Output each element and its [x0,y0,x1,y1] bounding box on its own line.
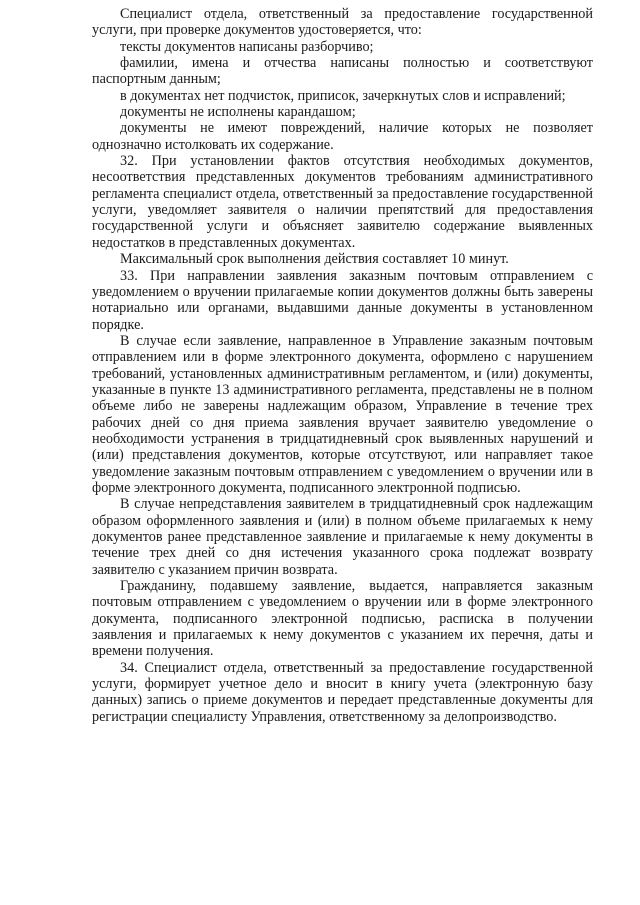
paragraph-max-time: Максимальный срок выполнения действия составляет 10 минут. [120,251,509,268]
paragraph-notification: В случае если заявление, направленное в Управление заказным почтовым отправлением или в форме электронного документа, оформлено с нарушением требований, установленных административным регламентом, и (или) документы, указанные в пункте 13 административного регламента, представлены не в полном объеме либо не заверены надлежащим образом, Управление в течение трех рабочих дней со дня приема заявления вручает заявителю уведомление о необходимости устранения в тридцатидневный срок выявленных нарушений и (или) представления документов, которые отсутствуют, или направляет такое уведомление заказным почтовым отправлением с уведомлением о вручении или в форме электронного документа, подписанного электронной подписью. [92,332,593,496]
paragraph-verification-intro: Специалист отдела, ответственный за предоставление государственной услуги, при проверке документов удостоверяется, что: [92,6,593,39]
paragraph-full-names: фамилии, имена и отчества написаны полностью и соответствуют паспортным данным; [92,55,593,88]
paragraph-return: В случае непредставления заявителем в тридцатидневный срок надлежащим образом оформленного заявления и (или) в полном объеме прилагаемых к нему документов ранее представленное заявление и прилагаемые к нему документы в течение трех дней со дня истечения указанного срока подлежат возврату заявителю с указанием причин возврата. [92,496,593,578]
paragraph-item-34: 34. Специалист отдела, ответственный за предоставление государственной услуги, формирует учетное дело и вносит в книгу учета (электронную базу данных) запись о приеме документов и передает представленные документы для регистрации специалисту Управления, ответственному за делопроизводство. [92,659,593,725]
paragraph-receipt: Гражданину, подавшему заявление, выдается, направляется заказным почтовым отправлением с уведомлением о вручении или в форме электронного документа, подписанного электронной подписью, расписка в получении заявления и прилагаемых к нему документов с указанием их перечня, даты и времени получения. [92,578,593,660]
paragraph-no-damage: документы не имеют повреждений, наличие которых не позволяет однозначно истолковать их содержание. [92,120,593,153]
paragraph-no-erasures: в документах нет подчисток, приписок, зачеркнутых слов и исправлений; [120,87,566,104]
paragraph-no-pencil: документы не исполнены карандашом; [120,104,356,121]
paragraph-item-32: 32. При установлении фактов отсутствия необходимых документов, несоответствия представленных документов требованиям административного регламента специалист отдела, ответственный за предоставление государственной услуги, уведомляет заявителя о наличии препятствий для предоставления государственной услуги и объясняет заявителю содержание выявленных недостатков в представленных документах. [92,153,593,251]
paragraph-item-33: 33. При направлении заявления заказным почтовым отправлением с уведомлением о вручении прилагаемые копии документов должны быть заверены нотариально или органами, выдавшими данные документы в установленном порядке. [92,267,593,333]
document-body [92,6,593,725]
paragraph-legible-text: тексты документов написаны разборчиво; [120,38,374,55]
